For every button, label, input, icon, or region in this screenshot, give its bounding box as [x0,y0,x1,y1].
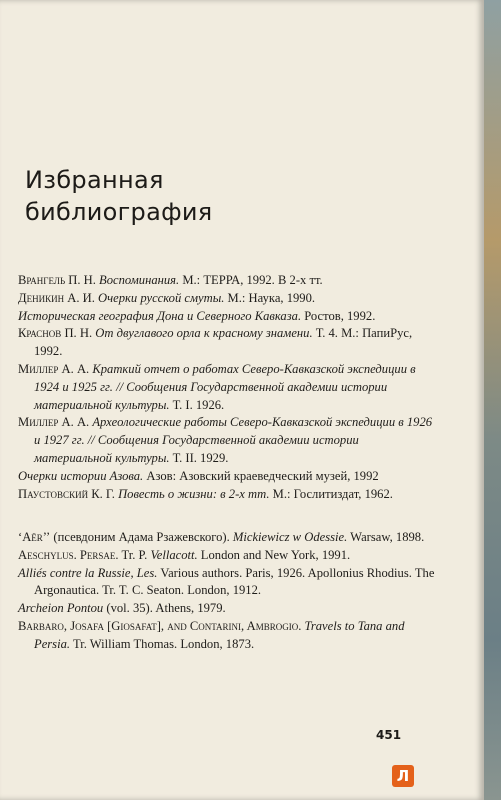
bibliography-entry [18,565,438,601]
entry-title: Archeion Pontou [18,601,104,616]
entry-title: Alliés contre la Russie, Les. [18,565,158,580]
entry-details: М.: Гослитиздат, 1962. [269,486,393,501]
bibliography-entry [18,290,438,308]
title-line-1: Избранная [25,166,164,194]
entry-author: Деникин А. И. [18,290,95,305]
bibliography-entry [18,325,438,361]
bibliography-entry [18,414,438,467]
entry-title: Воспоминания. [99,273,180,287]
entry-title: Историческая география Дона и Северного Кавказа. [18,308,302,323]
entry-details: Tr. William Thomas. London, 1873. [70,636,255,651]
entry-author: Aeschylus. Persae. [18,547,119,562]
entry-title: Краткий отчет о работах Северо-Кавказской экспедиции в 1924 и 1925 гг. // Сообщения Государственной академии истории материальной культуры. [34,361,416,412]
entry-details: Warsaw, 1898. [347,530,425,544]
page-title [25,164,213,228]
title-line-2: библиография [25,198,213,226]
entry-title: Повесть о жизни: в 2-х тт. [118,486,270,501]
bibliography-entry [18,361,438,414]
bibliography-entry [18,272,438,290]
entry-details: Т. II. 1929. [169,450,229,465]
entry-title: Очерки истории Азова. [18,468,144,483]
entry-title: Mickiewicz w Odessie. [232,530,348,544]
entry-author: ‘Aër’’ [18,530,51,544]
entry-details: Various authors. Paris, 1926. Apollonius Rhodius. The Argonautica. Tr. T. C. Seaton. London, 1912. [34,565,435,598]
bibliography-entry [18,468,438,486]
entry-title: Vellacott. [150,547,198,562]
bibliography-entry [18,600,438,618]
entry-details: Т. I. 1926. [169,397,225,412]
watermark-logo: Л [392,765,414,787]
bibliography-entry [18,547,438,565]
bibliography-entry [18,618,438,654]
entry-title: Археологические работы Северо-Кавказской экспедиции в 1926 и 1927 гг. // Сообщения Государственной академии истории материальной культуры. [34,415,433,465]
entry-title: Очерки русской смуты. [98,290,225,305]
russian-bibliography [18,272,438,503]
entry-title: От двуглавого орла к красному знамени. [95,326,313,341]
bibliography-entry [18,308,438,326]
entry-title: Travels to Tana and Persia. [34,618,405,651]
entry-details: (vol. 35). Athens, 1979. [103,601,226,616]
entry-details: М.: Наука, 1990. [224,290,316,305]
entry-details: М.: ТЕРРА, 1992. В 2-х тт. [179,273,323,287]
entry-details: Т. 4. М.: ПапиРус, 1992. [34,326,413,359]
page-number: 451 [376,728,402,742]
entry-note: Tr. P. [118,547,151,562]
bibliography-entry [18,529,438,547]
entry-author: Миллер А. А. [18,415,90,430]
entry-note: (псевдоним Адама Рзажевского). [50,530,233,544]
entry-author: Краснов П. Н. [18,326,93,341]
entry-author: Barbaro, Josafa [Giosafat], and Contarini, Ambrogio. [18,618,302,633]
entry-author: Паустовский К. Г. [18,486,115,501]
entry-author: Миллер А. А. [18,361,90,376]
entry-details: London and New York, 1991. [197,547,351,562]
entry-details: Азов: Азовский краеведческий музей, 1992 [143,468,379,483]
latin-bibliography [18,529,438,654]
entry-author: Врангель П. Н. [18,273,96,287]
entry-details: Ростов, 1992. [301,308,376,323]
bibliography-entry [18,486,438,504]
